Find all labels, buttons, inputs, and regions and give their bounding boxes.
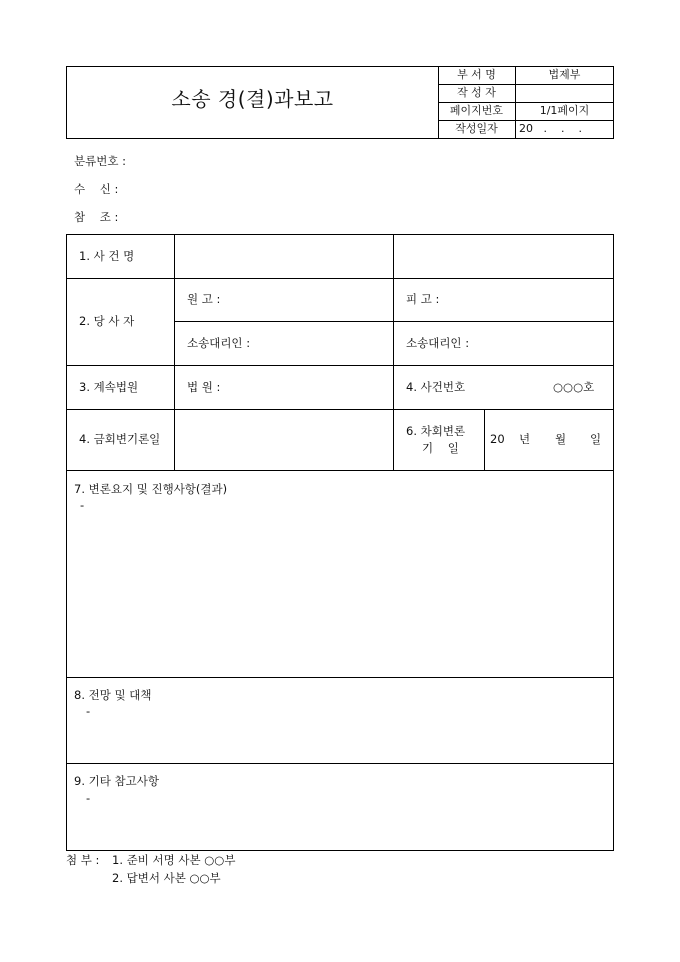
- closing-date-label: 4. 금회변기론일: [79, 432, 161, 446]
- defendant-label: 피 고 :: [406, 292, 440, 306]
- row-line: [66, 470, 614, 471]
- row-line: [66, 278, 614, 279]
- header-label-page: 페이지번호: [449, 104, 504, 117]
- attachment-item-1: 1. 준비 서명 사본 ○○부: [112, 853, 236, 867]
- section-7-title: 7. 변론요지 및 진행사항(결과): [74, 482, 228, 496]
- row-line: [174, 321, 614, 322]
- attachment-item-2: 2. 답변서 사본 ○○부: [112, 871, 221, 885]
- header-label-department: 부 서 명: [457, 68, 496, 81]
- next-date-m: 월: [555, 432, 567, 446]
- next-date-d: 일: [590, 432, 602, 446]
- classification-number: 분류번호 :: [74, 154, 126, 168]
- court-value: 법 원 :: [187, 380, 221, 394]
- col-line: [484, 409, 485, 470]
- case-number-label: 4. 사건번호: [406, 380, 466, 394]
- header-label-author: 작 성 자: [457, 86, 496, 99]
- header-row-line: [438, 120, 614, 121]
- header-row-line: [438, 102, 614, 103]
- section-9-body[interactable]: -: [86, 791, 91, 805]
- col-line: [174, 234, 175, 470]
- plaintiff-label: 원 고 :: [187, 292, 221, 306]
- document-title: 소송 경(결)과보고: [171, 87, 334, 111]
- defendant-agent-label: 소송대리인 :: [406, 336, 470, 350]
- next-date-year: 20: [490, 432, 505, 446]
- row-line: [66, 677, 614, 678]
- row-line: [66, 365, 614, 366]
- main-table: [66, 234, 614, 851]
- plaintiff-agent-label: 소송대리인 :: [187, 336, 251, 350]
- header-row-line: [438, 84, 614, 85]
- col-line: [393, 234, 394, 470]
- next-date-label-line2: 기 일: [422, 441, 459, 455]
- parties-label: 2. 당 사 자: [79, 314, 135, 328]
- section-9-title: 9. 기타 참고사항: [74, 774, 159, 788]
- next-date-label-line1: 6. 차회변론: [406, 424, 466, 438]
- header-label-date: 작성일자: [455, 122, 498, 135]
- case-name-label: 1. 사 건 명: [79, 249, 135, 263]
- row-line: [66, 409, 614, 410]
- attachments-label: 첨 부 :: [66, 853, 100, 867]
- section-7-body[interactable]: -: [80, 498, 85, 512]
- section-8-body[interactable]: -: [86, 704, 91, 718]
- reference: 참 조 :: [74, 210, 119, 224]
- case-number-value: ○○○호: [553, 380, 595, 394]
- next-date-y: 년: [519, 432, 531, 446]
- row-line: [66, 763, 614, 764]
- recipient: 수 신 :: [74, 182, 119, 196]
- header-value-page: 1/1페이지: [539, 104, 590, 117]
- header-value-date[interactable]: 20 . . .: [519, 122, 582, 135]
- court-label: 3. 계속법원: [79, 380, 139, 394]
- section-8-title: 8. 전망 및 대책: [74, 688, 152, 702]
- header-value-department[interactable]: 법제부: [548, 68, 581, 81]
